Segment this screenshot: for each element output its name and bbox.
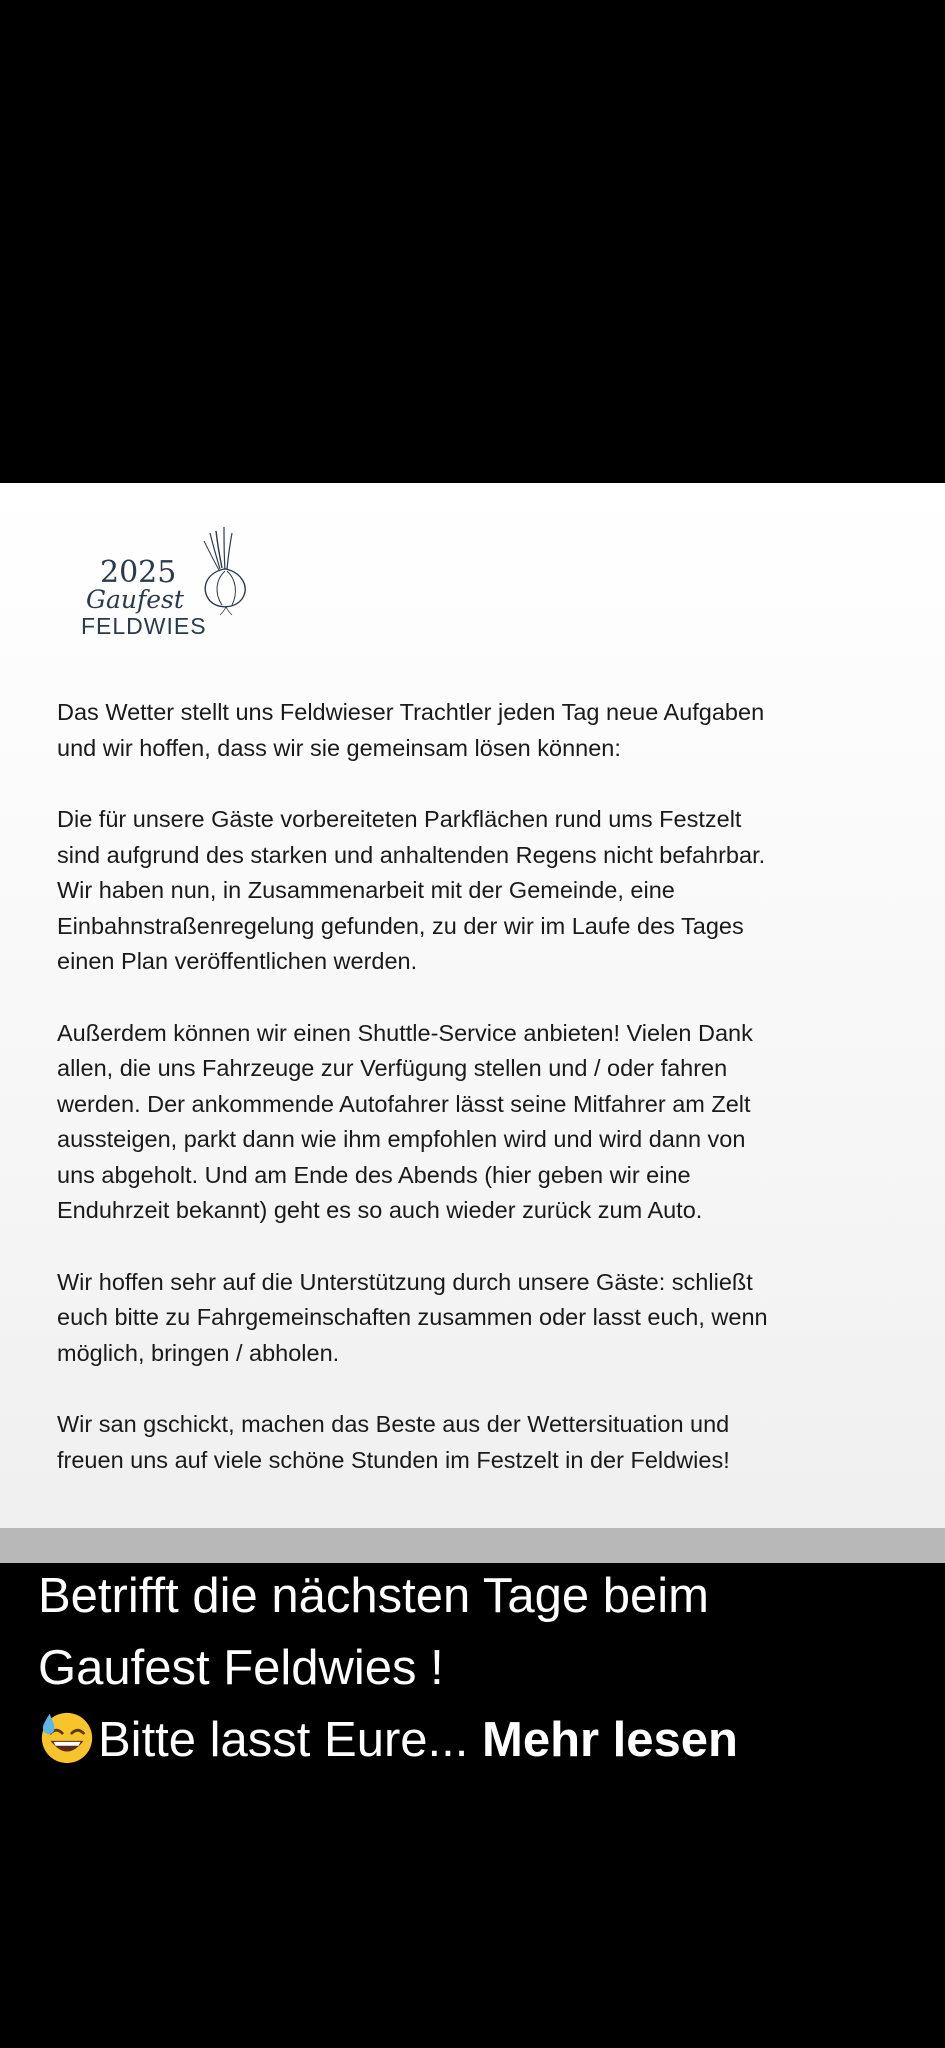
letter-line: Das Wetter stellt uns Feldwieser Trachtler jeden Tag neue Aufgaben [57, 699, 765, 725]
caption-snippet: Bitte lasst Eure... [98, 1713, 469, 1767]
onion-logo-icon [176, 523, 251, 618]
caption-line-1: Betrifft die nächsten Tage beim [38, 1569, 709, 1623]
letter-line: freuen uns auf viele schöne Stunden im Festzelt in der Feldwies! [57, 1446, 730, 1473]
paragraph-weather [57, 695, 897, 766]
paragraph-parking [57, 802, 897, 980]
letter-line: einen Plan veröffentlichen werden. [57, 948, 418, 974]
letter-line: sind aufgrund des starken und anhaltenden Regens nicht befahrbar. [57, 841, 766, 868]
paragraph-shuttle [57, 1016, 897, 1229]
logo-name: Gaufest [86, 585, 184, 614]
letter-line: Wir haben nun, in Zusammenarbeit mit der Gemeinde, eine [57, 877, 675, 903]
letter-line: Wir san gschickt, machen das Beste aus der Wettersituation und [57, 1411, 730, 1437]
letter-line: möglich, bringen / abholen. [57, 1339, 340, 1366]
caption-line-2: Gaufest Feldwies ! [38, 1641, 444, 1695]
letter-line: Wir hoffen sehr auf die Unterstützung durch unsere Gäste: schließt [57, 1268, 753, 1295]
paragraph-support [57, 1265, 897, 1372]
grinning-face-with-sweat-icon [38, 1708, 96, 1766]
caption-line-3 [38, 1704, 918, 1776]
letter-line: Außerdem können wir einen Shuttle-Service anbieten! Vielen Dank [57, 1019, 753, 1046]
letter-line: und wir hoffen, dass wir sie gemeinsam lösen können: [57, 734, 621, 761]
letter-line: uns abgeholt. Und am Ende des Abends (hier geben wir eine [57, 1161, 691, 1188]
read-more-link[interactable]: Mehr lesen [482, 1713, 738, 1767]
letter-line: Enduhrzeit bekannt) geht es so auch wieder zurück zum Auto. [57, 1197, 703, 1223]
post-photo[interactable] [0, 483, 945, 1563]
top-black-area [0, 0, 945, 483]
letter-text [57, 695, 897, 1514]
letter-line: Einbahnstraßenregelung gefunden, zu der wir im Laufe des Tages [57, 912, 744, 939]
logo-place: FELDWIES [81, 613, 207, 639]
letter-line: werden. Der ankommende Autofahrer lässt seine Mitfahrer am Zelt [57, 1090, 751, 1117]
letter-line: aussteigen, parkt dann wie ihm empfohlen wird und wird dann von [57, 1126, 746, 1152]
letter-line: euch bitte zu Fahrgemeinschaften zusammen oder lasst euch, wenn [57, 1304, 768, 1330]
photo-bottom-edge [0, 1528, 945, 1563]
letter-line: Die für unsere Gäste vorbereiteten Parkflächen rund ums Festzelt [57, 806, 742, 832]
logo-year: 2025 [100, 555, 177, 590]
post-caption[interactable] [38, 1560, 918, 1776]
paragraph-closing [57, 1407, 897, 1478]
gaufest-logo [78, 523, 248, 638]
letter-line: allen, die uns Fahrzeuge zur Verfügung stellen und / oder fahren [57, 1055, 728, 1081]
